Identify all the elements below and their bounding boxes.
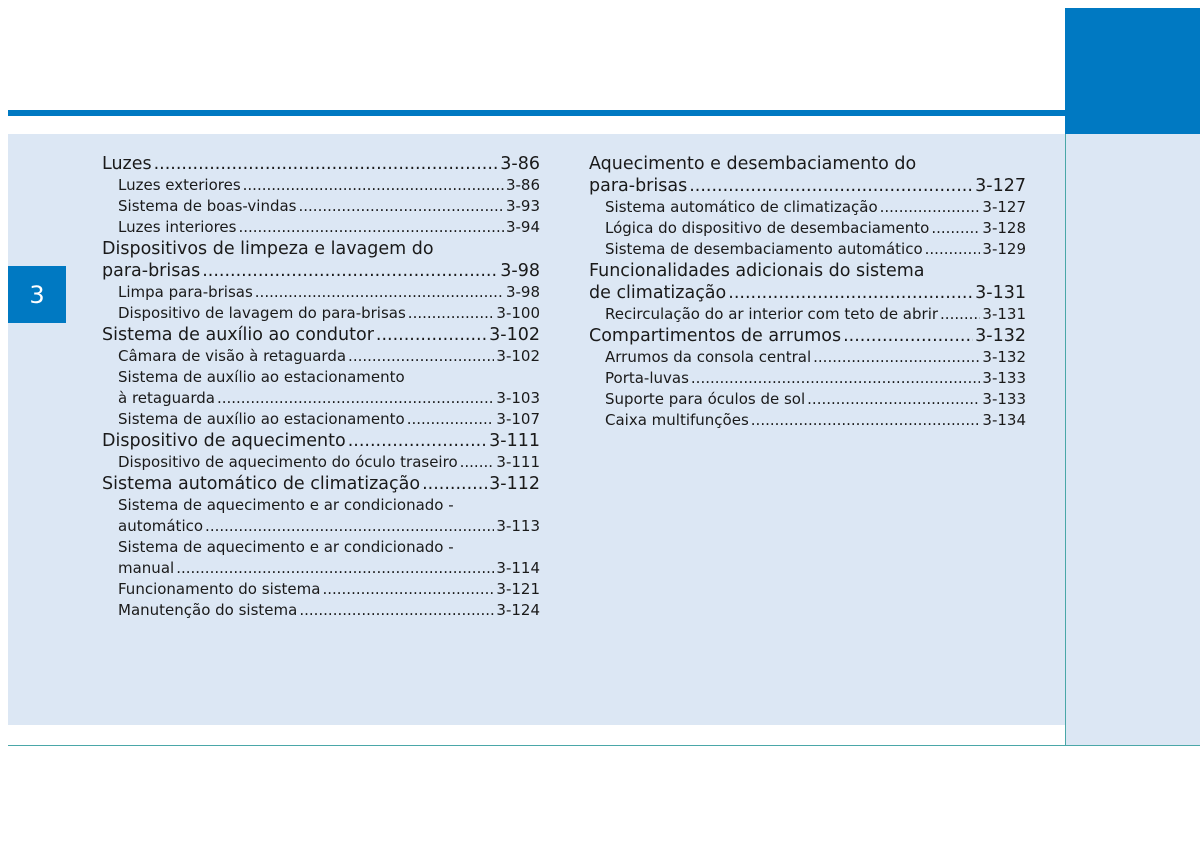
page-number: 3-107	[496, 410, 540, 428]
toc-right-column	[589, 153, 1026, 431]
toc-subsection-title: Sistema automático de climatização	[605, 198, 878, 216]
toc-subsection-entry[interactable]	[589, 218, 1026, 239]
page-number: 3-103	[496, 389, 540, 407]
toc-section-title-line: Aquecimento e desembaciamento do	[589, 154, 917, 174]
toc-section-entry[interactable]	[102, 260, 540, 282]
page-number: 3-131	[982, 305, 1026, 323]
toc-subsection-entry[interactable]	[589, 389, 1026, 410]
dot-leader	[255, 282, 504, 303]
dot-leader	[299, 196, 504, 217]
toc-section-entry[interactable]	[589, 282, 1026, 304]
page-number: 3-98	[500, 261, 540, 281]
dot-leader	[407, 409, 495, 430]
toc-section-title: de climatização	[589, 283, 727, 303]
page-number: 3-93	[505, 197, 540, 215]
dot-leader	[202, 260, 498, 282]
toc-section-title: Sistema de auxílio ao condutor	[102, 325, 374, 345]
header-rule	[8, 110, 1065, 116]
toc-section-title-line: Dispositivos de limpeza e lavagem do	[102, 239, 434, 259]
chapter-tab[interactable]	[8, 266, 66, 323]
toc-left-column	[102, 153, 540, 621]
toc-subsection-title: Funcionamento do sistema	[118, 580, 321, 598]
dot-leader	[243, 175, 504, 196]
page-number: 3-114	[496, 559, 540, 577]
toc-section-entry[interactable]	[589, 175, 1026, 197]
page-number: 3-86	[505, 176, 540, 194]
page-number: 3-100	[496, 304, 540, 322]
toc-subsection-title: Manutenção do sistema	[118, 601, 298, 619]
page-number: 3-94	[505, 218, 540, 236]
toc-subsection-title: Lógica do dispositivo de desembaciamento	[605, 219, 930, 237]
toc-subsection-title: Suporte para óculos de sol	[605, 390, 806, 408]
toc-subsection-title: Câmara de visão à retaguarda	[118, 347, 347, 365]
side-strip	[1066, 134, 1200, 745]
toc-subsection-entry[interactable]	[102, 409, 540, 430]
page-number: 3-133	[982, 369, 1026, 387]
page-number: 3-111	[489, 431, 540, 451]
toc-subsection-title: Arrumos da consola central	[605, 348, 812, 366]
toc-subsection-entry[interactable]	[102, 516, 540, 537]
toc-subsection-entry[interactable]	[102, 600, 540, 621]
toc-subsection-entry[interactable]	[589, 410, 1026, 431]
toc-subsection-entry[interactable]	[102, 303, 540, 324]
dot-leader	[176, 558, 494, 579]
dot-leader	[807, 389, 980, 410]
toc-subsection-title: Recirculação do ar interior com teto de abrir	[605, 305, 939, 323]
page-number: 3-86	[500, 154, 540, 174]
dot-leader	[238, 217, 503, 238]
toc-subsection-entry[interactable]	[102, 175, 540, 196]
toc-section-entry[interactable]	[102, 430, 540, 452]
vertical-divider	[1065, 134, 1066, 745]
toc-section-title: Sistema automático de climatização	[102, 474, 421, 494]
dot-leader	[843, 325, 973, 347]
toc-subsection-title: Sistema de auxílio ao estacionamento	[118, 410, 405, 428]
page-number: 3-132	[975, 326, 1026, 346]
page-number: 3-124	[496, 601, 540, 619]
toc-subsection-title: Limpa para-brisas	[118, 283, 253, 301]
dot-leader	[689, 175, 973, 197]
toc-subsection-entry[interactable]	[589, 347, 1026, 368]
toc-subsection-entry[interactable]	[102, 196, 540, 217]
dot-leader	[691, 368, 981, 389]
toc-subsection-title-line: Sistema de auxílio ao estacionamento	[118, 368, 405, 386]
toc-subsection-entry[interactable]	[589, 197, 1026, 218]
page-number: 3-129	[982, 240, 1026, 258]
toc-section-title: para-brisas	[102, 261, 201, 281]
toc-section-title-line: Funcionalidades adicionais do sistema	[589, 261, 925, 281]
dot-leader	[460, 452, 495, 473]
toc-subsection-entry[interactable]	[589, 304, 1026, 325]
toc-subsection-title: automático	[118, 517, 204, 535]
page-number: 3-102	[489, 325, 540, 345]
page-number: 3-121	[496, 580, 540, 598]
dot-leader	[299, 600, 494, 621]
dot-leader	[408, 303, 495, 324]
dot-leader	[205, 516, 494, 537]
page-number: 3-102	[496, 347, 540, 365]
page-number: 3-98	[505, 283, 540, 301]
toc-subsection-title: à retaguarda	[118, 389, 215, 407]
dot-leader	[322, 579, 494, 600]
page-number: 3-127	[975, 176, 1026, 196]
chapter-number: 3	[29, 280, 45, 309]
dot-leader	[348, 430, 487, 452]
toc-subsection-title: Caixa multifunções	[605, 411, 749, 429]
toc-subsection-entry[interactable]	[589, 368, 1026, 389]
dot-leader	[348, 346, 494, 367]
dot-leader	[813, 347, 980, 368]
dot-leader	[728, 282, 973, 304]
toc-subsection-entry[interactable]	[102, 452, 540, 473]
toc-subsection-title: Dispositivo de lavagem do para-brisas	[118, 304, 406, 322]
dot-leader	[217, 388, 494, 409]
page-number: 3-127	[982, 198, 1026, 216]
toc-subsection-title-line: Sistema de aquecimento e ar condicionado -	[118, 538, 454, 556]
page-number: 3-132	[982, 348, 1026, 366]
toc-subsection-entry[interactable]	[102, 346, 540, 367]
toc-section-entry[interactable]	[102, 153, 540, 175]
dot-leader	[376, 324, 487, 346]
toc-section-title: Compartimentos de arrumos	[589, 326, 842, 346]
dot-leader	[931, 218, 980, 239]
toc-subsection-title: manual	[118, 559, 175, 577]
toc-section-entry[interactable]	[589, 325, 1026, 347]
toc-subsection-title: Dispositivo de aquecimento do óculo traseiro	[118, 453, 458, 471]
corner-block	[1065, 8, 1200, 134]
toc-subsection-title: Luzes interiores	[118, 218, 237, 236]
dot-leader	[751, 410, 981, 431]
toc-subsection-title: Porta-luvas	[605, 369, 689, 387]
page-number: 3-112	[489, 474, 540, 494]
toc-section-title: Dispositivo de aquecimento	[102, 431, 346, 451]
dot-leader	[925, 239, 981, 260]
toc-subsection-entry[interactable]	[102, 282, 540, 303]
toc-section-title: Luzes	[102, 154, 152, 174]
toc-subsection-title: Sistema de boas-vindas	[118, 197, 297, 215]
toc-section-entry[interactable]	[102, 473, 540, 495]
toc-section-title: para-brisas	[589, 176, 688, 196]
toc-subsection-entry[interactable]	[102, 579, 540, 600]
footer-rule	[8, 745, 1200, 746]
toc-subsection-title: Luzes exteriores	[118, 176, 241, 194]
page-number: 3-133	[982, 390, 1026, 408]
page-number: 3-131	[975, 283, 1026, 303]
page-number: 3-134	[982, 411, 1026, 429]
toc-subsection-title-line: Sistema de aquecimento e ar condicionado -	[118, 496, 454, 514]
page-number: 3-128	[982, 219, 1026, 237]
page-number: 3-111	[496, 453, 540, 471]
page-number: 3-113	[496, 517, 540, 535]
toc-subsection-entry[interactable]	[102, 217, 540, 238]
dot-leader	[154, 153, 499, 175]
toc-subsection-entry[interactable]	[589, 239, 1026, 260]
dot-leader	[880, 197, 981, 218]
toc-section-entry[interactable]	[102, 324, 540, 346]
toc-subsection-entry[interactable]	[102, 558, 540, 579]
toc-subsection-title: Sistema de desembaciamento automático	[605, 240, 923, 258]
dot-leader	[940, 304, 980, 325]
toc-subsection-entry[interactable]	[102, 388, 540, 409]
dot-leader	[422, 473, 487, 495]
